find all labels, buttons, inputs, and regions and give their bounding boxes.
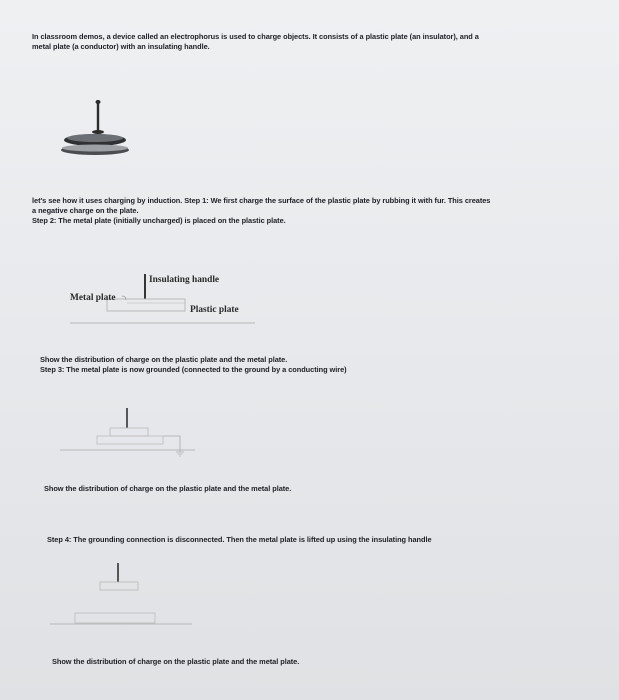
label-metal-plate: Metal plate [70, 293, 116, 303]
step2-line: Step 2: The metal plate (initially uncharged) is placed on the plastic plate. [32, 216, 286, 225]
step3-line: Step 3: The metal plate is now grounded (connected to the ground by a conducting wire) [40, 365, 347, 374]
step4-line: Step 4: The grounding connection is disconnected. Then the metal plate is lifted up using the insulating handle [47, 535, 432, 544]
step1-line-1: let's see how it uses charging by induction. Step 1: We first charge the surface of the plastic plate by rubbing it with fur. This creates [32, 196, 491, 205]
final-prompt: Show the distribution of charge on the plastic plate and the metal plate. [52, 657, 300, 666]
intro-line-2: metal plate (a conductor) with an insulating handle. [32, 42, 210, 51]
intro-line-1: In classroom demos, a device called an electrophorus is used to charge objects. It consists of a plastic plate (an insulator), and a [32, 32, 479, 41]
label-plastic-plate: Plastic plate [190, 305, 239, 315]
label-insulating-handle: Insulating handle [149, 275, 220, 285]
step3-prompt: Show the distribution of charge on the plastic plate and the metal plate. [44, 484, 292, 493]
step1-line-2: a negative charge on the plate. [32, 206, 139, 215]
step2-prompt: Show the distribution of charge on the plastic plate and the metal plate. [40, 355, 288, 364]
